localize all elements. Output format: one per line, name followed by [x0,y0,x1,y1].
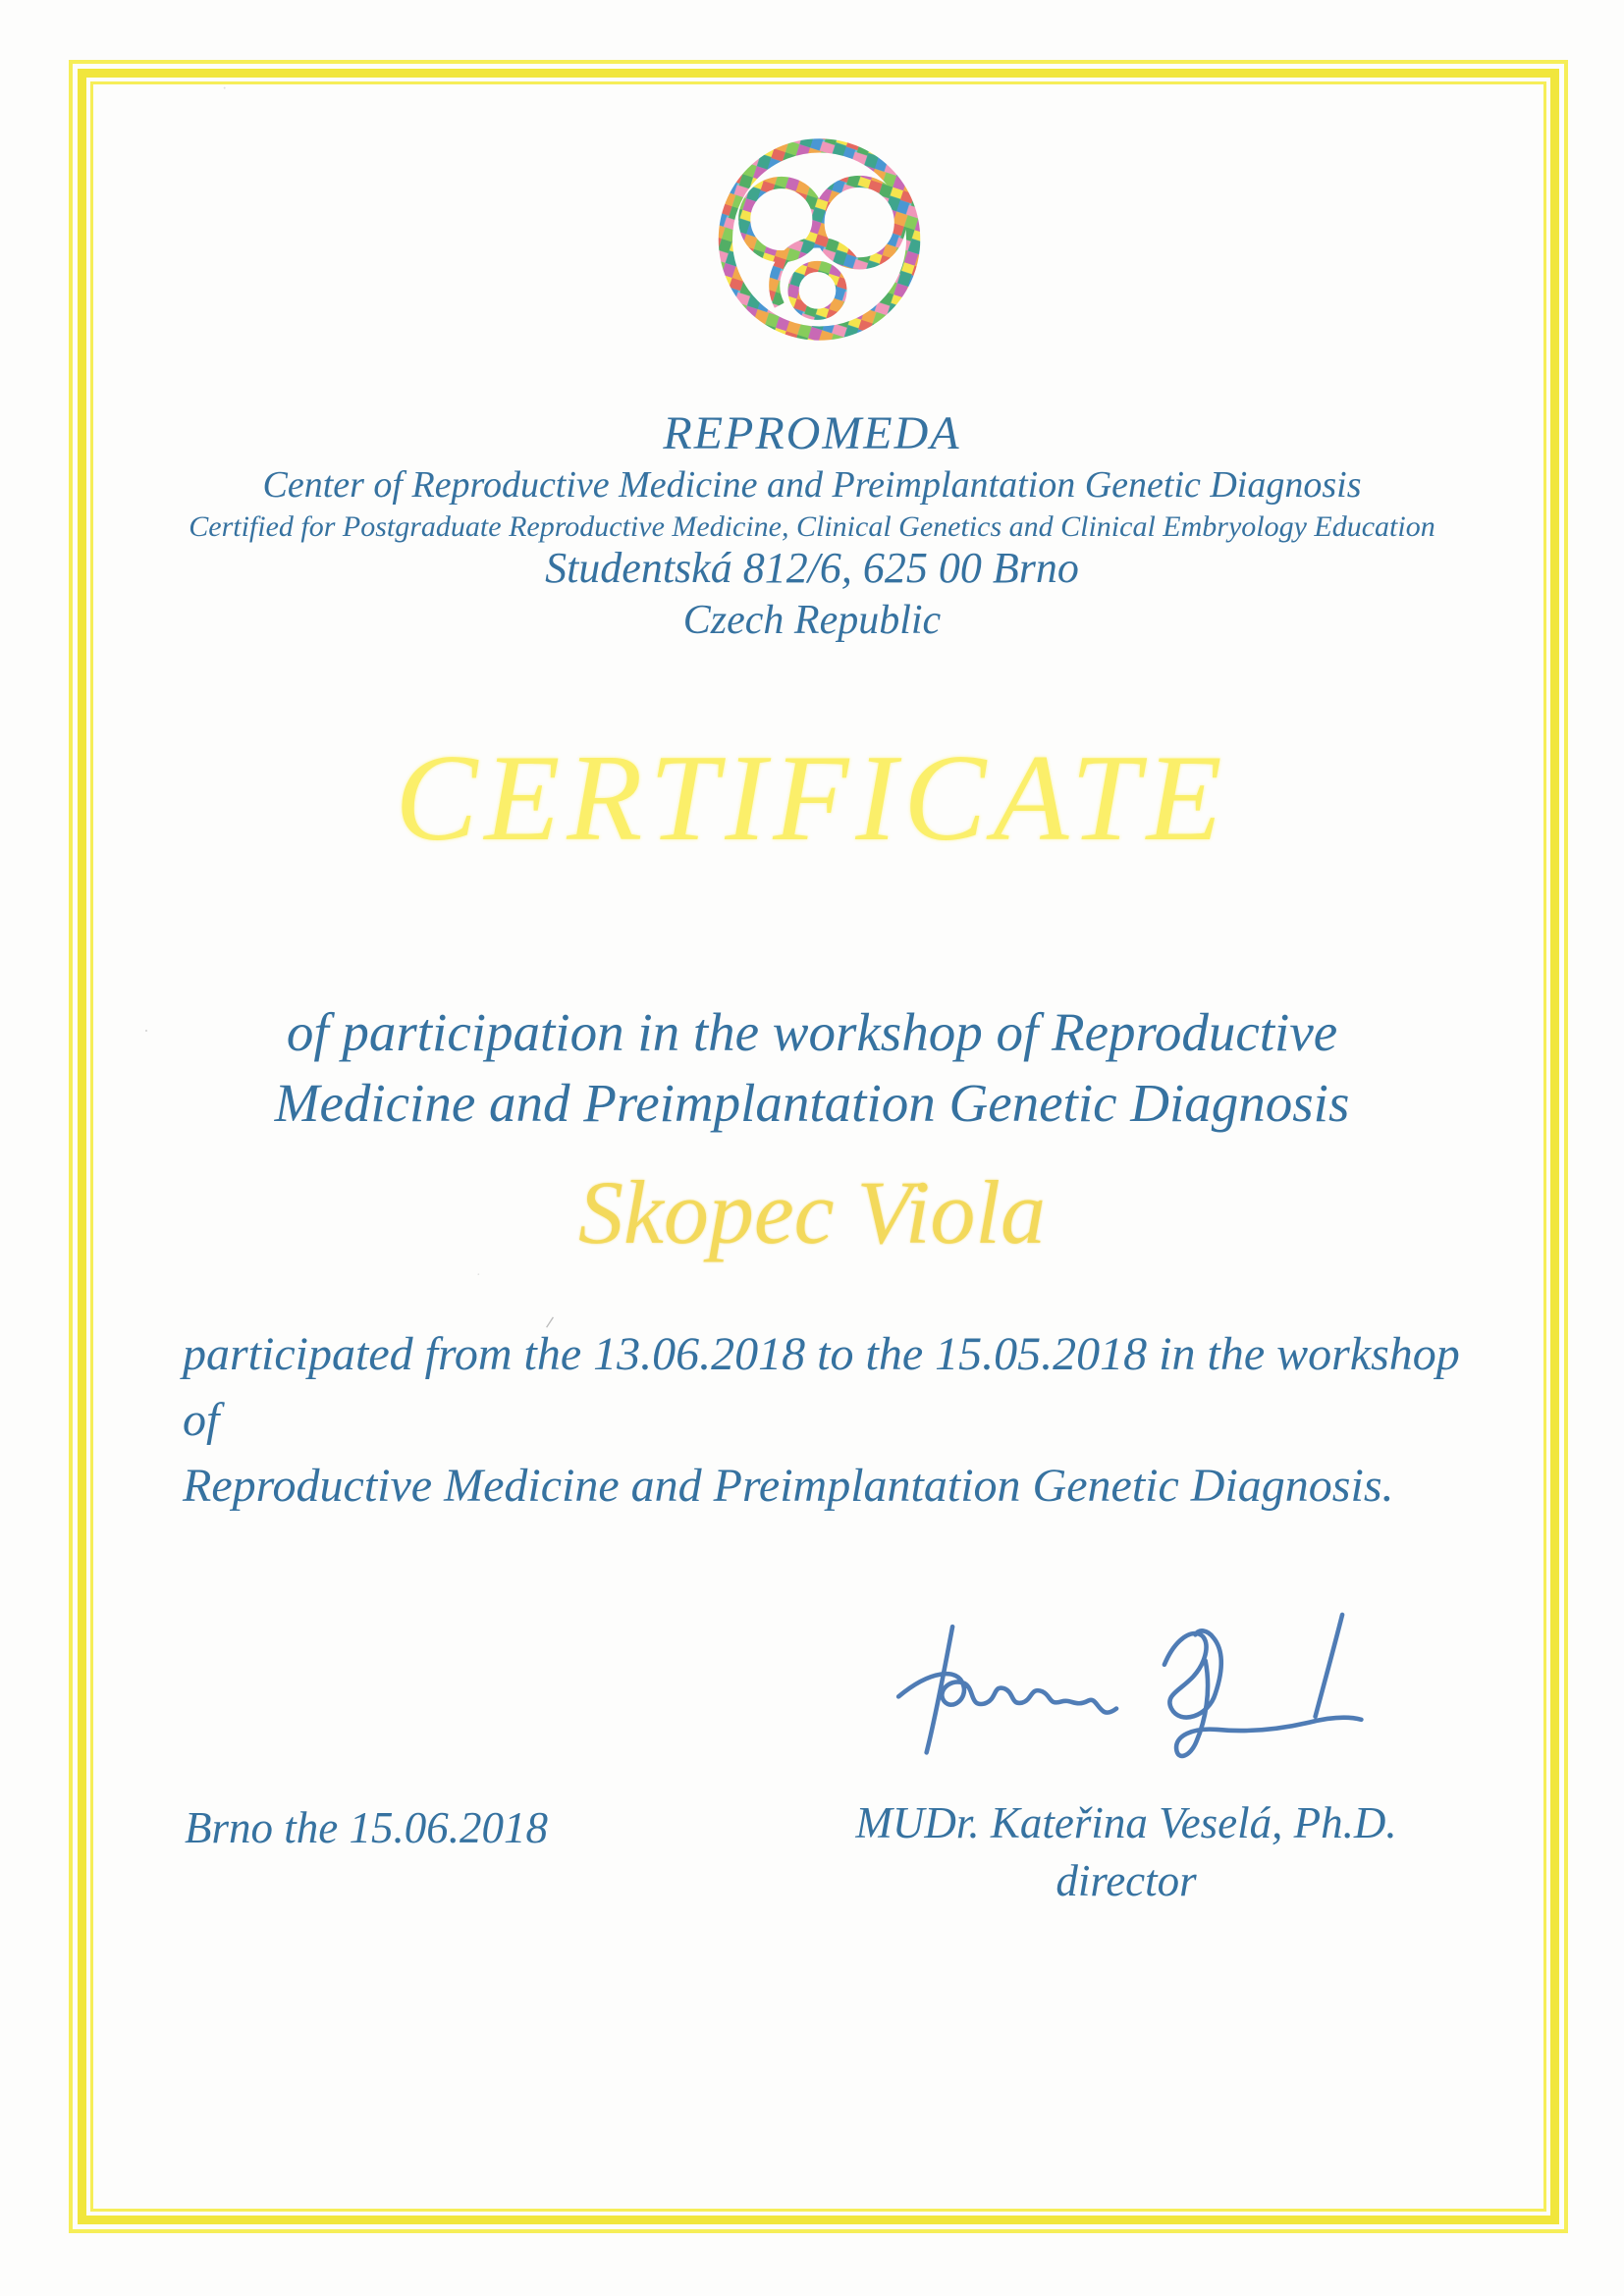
org-name: REPROMEDA [663,407,961,459]
subtitle-line-1: of participation in the workshop of Reproductive [286,1002,1338,1062]
org-country: Czech Republic [682,598,942,643]
scan-speck: · [222,80,228,97]
subtitle-line-2: Medicine and Preimplantation Genetic Diagnosis [274,1072,1350,1133]
body-line-1: participated from the 13.06.2018 to the 15.05.2018 in the workshop of [183,1328,1460,1447]
scan-speck: ⸝ [539,1301,559,1333]
repromeda-family-circles-logo-icon [709,128,930,355]
certificate-title: CERTIFICATE [395,730,1229,867]
place-and-date: Brno the 15.06.2018 [185,1803,548,1852]
org-certification-line: Certified for Postgraduate Reproductive Medicine, Clinical Genetics and Clinical Embryology Education [189,510,1435,543]
signer-block [827,1794,1426,1911]
signer-title: director [1056,1856,1197,1906]
signer-name: MUDr. Kateřina Veselá, Ph.D. [855,1798,1397,1847]
certificate-subtitle [0,997,1624,1138]
handwritten-signature-icon [835,1598,1394,1809]
org-subtitle: Center of Reproductive Medicine and Preimplantation Genetic Diagnosis [262,464,1362,506]
body-paragraph [183,1321,1489,1520]
body-line-2: Reproductive Medicine and Preimplantation Genetic Diagnosis. [183,1460,1394,1513]
org-address: Studentská 812/6, 625 00 Brno [545,544,1079,592]
recipient-name: Skopec Viola [578,1162,1046,1262]
scan-speck: · [143,1021,149,1041]
scan-speck: · [476,1268,481,1283]
